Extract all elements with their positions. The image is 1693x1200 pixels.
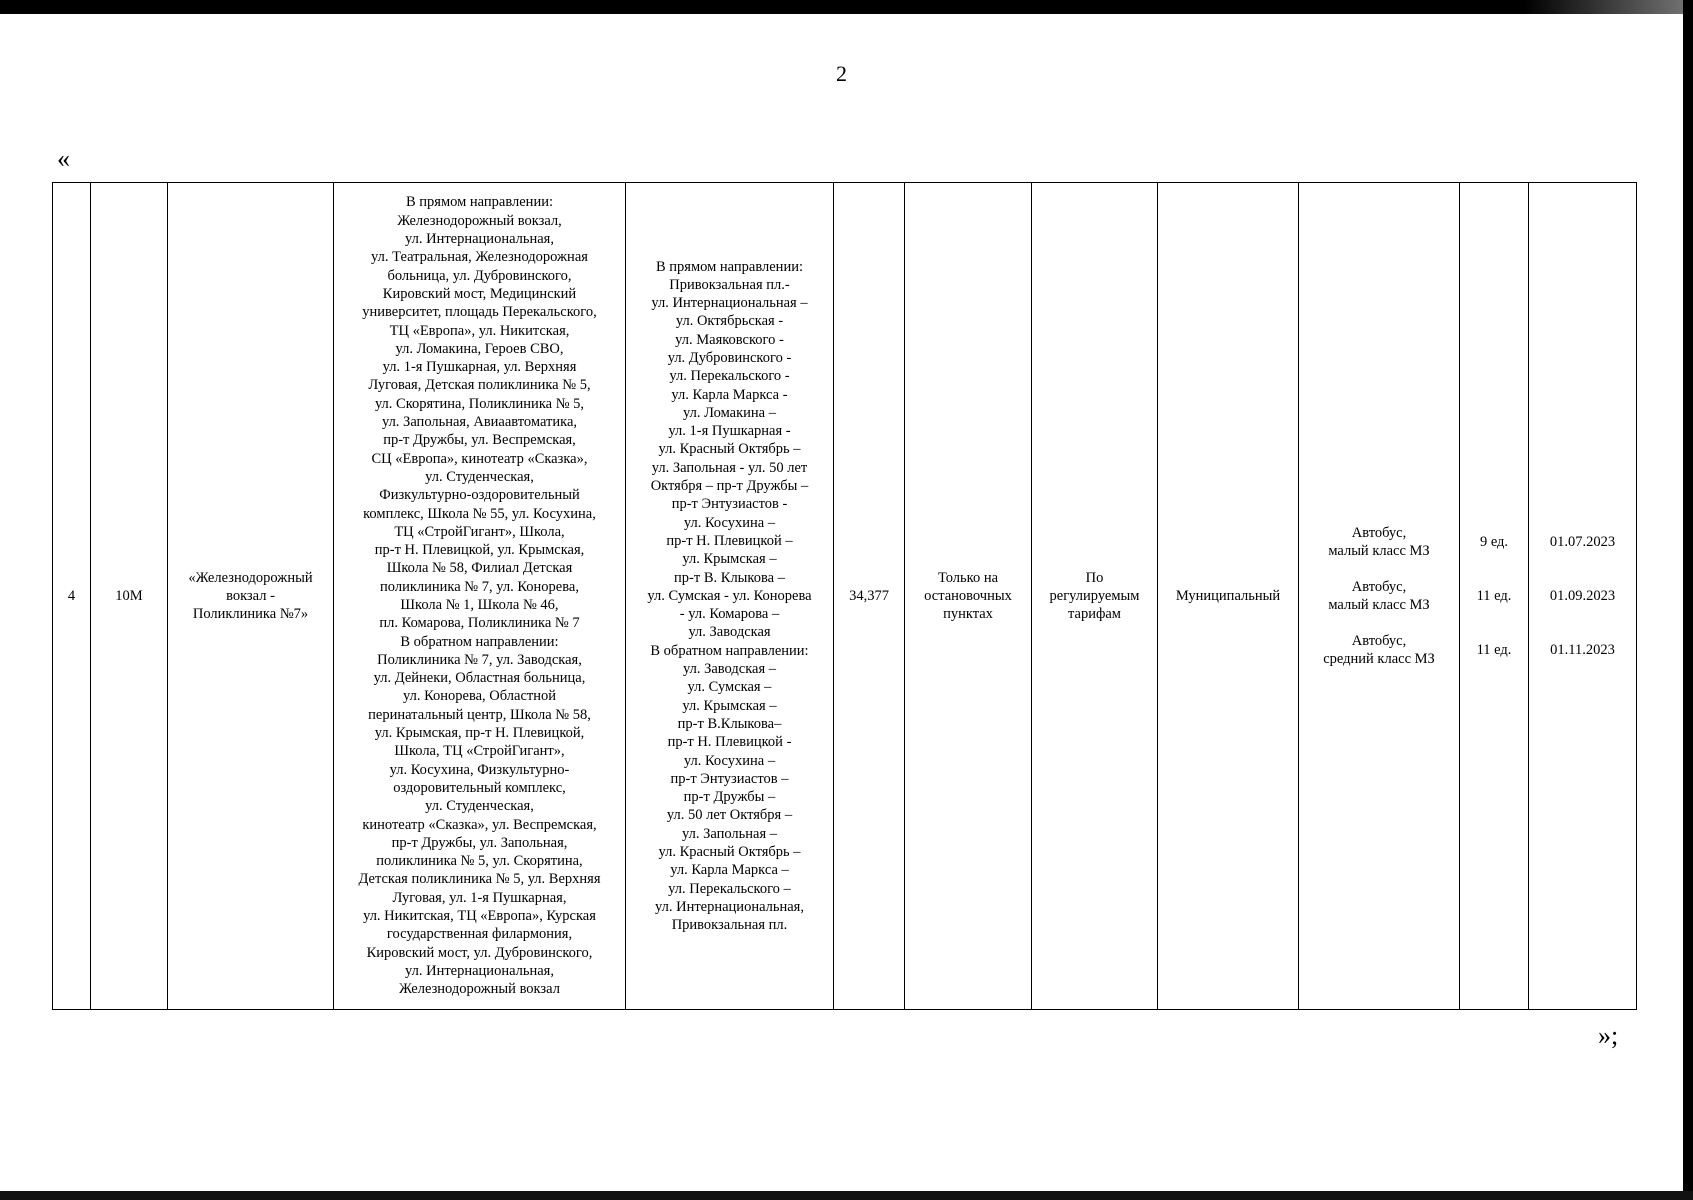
vehicle-count: 11 ед. (1476, 587, 1512, 604)
transport-type: Муниципальный (1158, 183, 1299, 1010)
page-number: 2 (836, 61, 847, 86)
vehicle-class: Автобус, средний класс МЗ (1323, 632, 1435, 667)
table-row (53, 183, 1637, 1010)
date-cell (1529, 183, 1637, 1010)
scan-border-bottom (0, 1191, 1693, 1200)
scan-border-top (0, 0, 1693, 14)
close-quote: »; (1598, 1021, 1619, 1050)
route-stops: В прямом направлении: Железнодорожный вокзал, ул. Интернациональная, ул. Театральная, Железнодорожная больница, ул. Дубровинского, Кировский мост, Медицинский университет, площадь Перекальского, ТЦ «Европа», ул. Никитская, ул. Ломакина, Героев СВО, ул. 1-я Пушкарная, ул. Верхняя Луговая, Детская поликлиника № 5, ул. Скорятина, Поликлиника № 5, ул. Запольная, Авиаавтоматика, пр-т Дружбы, ул. Веспремская, СЦ «Европа», кинотеатр «Сказка», ул. Студенческая, Физкультурно-оздоровительный комплекс, Школа № 55, ул. Косухина, ТЦ «СтройГигант», Школа, пр-т Н. Плевицкой, ул. Крымская, Школа № 58, Филиал Детская поликлиника № 7, ул. Конорева, Школа № 1, Школа № 46, пл. Комарова, Поликлиника № 7 В обратном направлении: Поликлиника № 7, ул. Заводская, ул. Дейнеки, Областная больница, ул. Конорева, Областной перинатальный центр, Школа № 58, ул. Крымская, пр-т Н. Плевицкой, Школа, ТЦ «СтройГигант», ул. Косухина, Физкультурно- оздоровительный комплекс, ул. Студенческая, кинотеатр «Сказка», ул. Веспремская, пр-т Дружбы, ул. Запольная, поликлиника № 5, ул. Скорятина, Детская поликлиника № 5, ул. Верхняя Луговая, ул. 1-я Пушкарная, ул. Никитская, ТЦ «Европа», Курская государственная филармония, Кировский мост, ул. Дубровинского, ул. Интернациональная, Железнодорожный вокзал (334, 183, 626, 1010)
route-table (52, 182, 1637, 1010)
route-streets: В прямом направлении: Привокзальная пл.- ул. Интернациональная – ул. Октябрьская - ул. Маяковского - ул. Дубровинского - ул. Перекальского - ул. Карла Маркса - ул. Ломакина – ул. 1-я Пушкарная - ул. Красный Октябрь – ул. Запольная - ул. 50 лет Октября – пр-т Дружбы – пр-т Энтузиастов - ул. Косухина – пр-т Н. Плевицкой – ул. Крымская – пр-т В. Клыкова – ул. Сумская - ул. Конорева - ул. Комарова – ул. Заводская В обратном направлении: ул. Заводская – ул. Сумская – ул. Крымская – пр-т В.Клыкова– пр-т Н. Плевицкой - ул. Косухина – пр-т Энтузиастов – пр-т Дружбы – ул. 50 лет Октября – ул. Запольная – ул. Красный Октябрь – ул. Карла Маркса – ул. Перекальского – ул. Интернациональная, Привокзальная пл. (626, 183, 834, 1010)
vehicle-count: 11 ед. (1476, 641, 1512, 658)
start-date: 01.07.2023 (1549, 533, 1616, 550)
row-number: 4 (53, 183, 91, 1010)
count-cell (1460, 183, 1529, 1010)
scan-border-right (1683, 0, 1693, 1200)
tariff-type: По регулируемым тарифам (1032, 183, 1158, 1010)
start-date: 01.09.2023 (1549, 587, 1616, 604)
vehicle-cell (1299, 183, 1460, 1010)
vehicle-count: 9 ед. (1479, 533, 1509, 550)
open-quote: « (57, 144, 70, 173)
route-length: 34,377 (834, 183, 905, 1010)
stop-mode: Только на остановочных пунктах (905, 183, 1032, 1010)
vehicle-class: Автобус, малый класс МЗ (1328, 578, 1430, 613)
vehicle-class: Автобус, малый класс МЗ (1328, 524, 1430, 559)
route-name: «Железнодорожный вокзал - Поликлиника №7» (168, 183, 334, 1010)
start-date: 01.11.2023 (1550, 641, 1615, 658)
route-code: 10М (91, 183, 168, 1010)
